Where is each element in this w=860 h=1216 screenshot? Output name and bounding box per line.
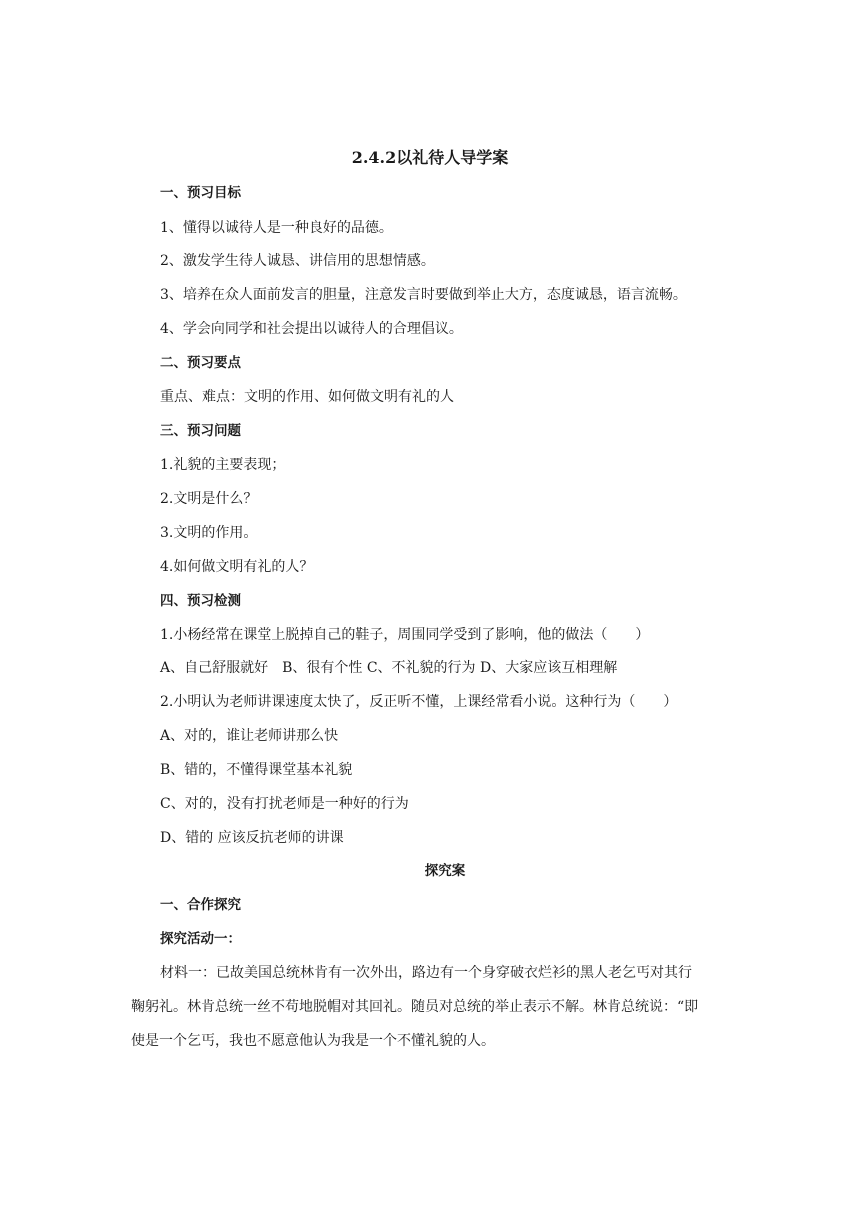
test-question-1: 1.小杨经常在课堂上脱掉自己的鞋子，周围同学受到了影响，他的做法（ ）	[160, 627, 650, 643]
section-heading-preview-goals: 一、预习目标	[160, 185, 241, 201]
question-item: 2.文明是什么？	[160, 491, 258, 507]
material-line: 使是一个乞丐，我也不愿意他认为我是一个不懂礼貌的人。	[131, 1033, 495, 1049]
activity-label: 探究活动一：	[160, 931, 241, 947]
test-question-2-option: B、错的，不懂得课堂基本礼貌	[160, 762, 353, 778]
goal-item: 2、激发学生待人诚恳、讲信用的思想情感。	[160, 253, 435, 269]
material-line: 材料一：已故美国总统林肯有一次外出，路边有一个身穿破衣烂衫的黑人老乞丐对其行	[160, 965, 692, 981]
goal-item: 4、学会向同学和社会提出以诚待人的合理倡议。	[160, 321, 463, 337]
test-question-1-options: A、自己舒服就好 B、很有个性 C、不礼貌的行为 D、大家应该互相理解	[160, 660, 618, 676]
material-line: 鞠躬礼。林肯总统一丝不苟地脱帽对其回礼。随员对总统的举止表示不解。林肯总统说：“即	[131, 999, 699, 1015]
test-question-2-option: C、对的，没有打扰老师是一种好的行为	[160, 796, 409, 812]
section-heading-cooperative: 一、合作探究	[160, 897, 241, 913]
goal-item: 3、培养在众人面前发言的胆量，注意发言时要做到举止大方，态度诚恳，语言流畅。	[160, 287, 687, 303]
question-item: 1.礼貌的主要表现；	[160, 457, 286, 473]
document-title: 2.4.2以礼待人导学案	[351, 148, 509, 167]
question-item: 4.如何做文明有礼的人？	[160, 559, 314, 575]
test-question-2-option: D、错的 应该反抗老师的讲课	[160, 830, 344, 846]
test-question-2-option: A、对的，谁让老师讲那么快	[160, 728, 339, 744]
test-question-2: 2.小明认为老师讲课速度太快了，反正听不懂，上课经常看小说。这种行为（ ）	[160, 694, 678, 710]
question-item: 3.文明的作用。	[160, 525, 258, 541]
key-points-text: 重点、难点：文明的作用、如何做文明有礼的人	[160, 389, 454, 405]
section-heading-key-points: 二、预习要点	[160, 355, 241, 371]
section-heading-preview-test: 四、预习检测	[160, 593, 241, 609]
goal-item: 1、懂得以诚待人是一种良好的品德。	[160, 220, 393, 236]
section-heading-questions: 三、预习问题	[160, 423, 241, 439]
explore-heading: 探究案	[424, 863, 466, 879]
